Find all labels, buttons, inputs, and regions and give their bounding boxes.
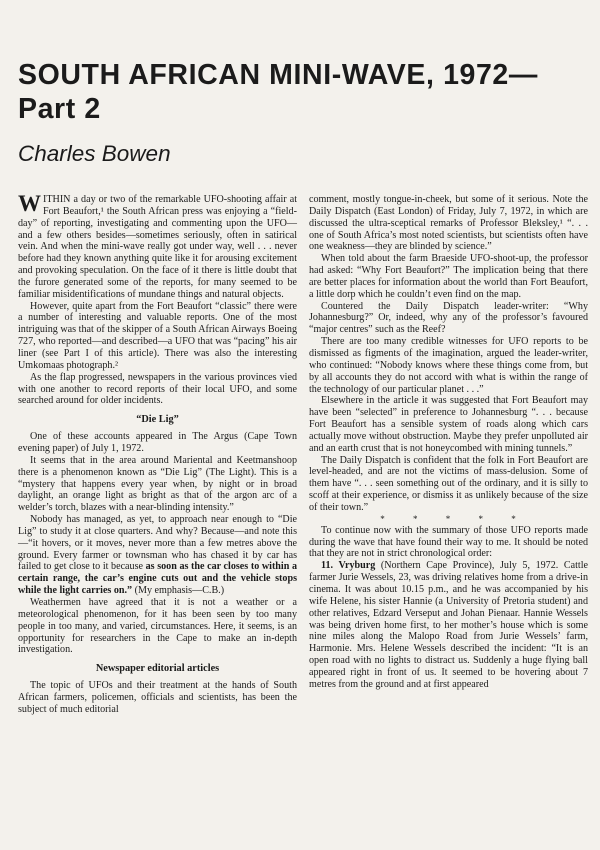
- article-title: SOUTH AFRICAN MINI-WAVE, 1972—Part 2: [18, 59, 538, 125]
- report-label: 11. Vryburg: [321, 560, 376, 572]
- author-byline: Charles Bowen: [18, 141, 171, 166]
- paragraph: The topic of UFOs and their treatment at the hands of South African farmers, policemen, officials and scientists, has been the subject of much editorial: [18, 680, 297, 715]
- paragraph: 11. Vryburg (Northern Cape Province), July 5, 1972. Cattle farmer Jurie Wessels, 23, was driving relatives home from a drive-in cinema. It was about 10.15 p.m., and he was accompanied by his wife Helene, his sister Hannie (a University of Pretoria student) and other relatives, Edzard Verseput and Johan Pienaar. Hannie Wessels was being driven home first, to her mother’s house which is some nine miles along the Malopo Road from Jurie Wessels’ farm, Harmonie. Mrs. Helene Wessels described the incident: “It is an open road with no lights to distract us. Suddenly a huge flying ball appeared right in front of us. It seemed to be hovering about 7 metres from the ground and at first appeared: [309, 560, 588, 690]
- emphasis: as soon as the car closes to within a certain range, the car’s engine cuts out and the vehicle stops while the light carries on.”: [18, 561, 297, 597]
- paragraph: The Daily Dispatch is confident that the folk in Fort Beaufort are level-headed, and are not the victims of mass-delusion. Some of them have “. . . seen something out of the ordinary, and it is silly to scoff at their experience, or dismiss it as unlikely because of the size of their town.”: [309, 454, 588, 513]
- drop-cap: W: [18, 191, 41, 216]
- left-column: [18, 191, 297, 716]
- right-column: [309, 194, 588, 691]
- paragraph: Nobody has managed, as yet, to approach near enough to “Die Lig” to study it at close quarters. And why? Because—and note this—“it hovers, or it moves, never more than a few metres above the ground. Every farmer or townsman who has chased it by car has failed to get close to it because as soon as the car closes to within a certain range, the car’s engine cuts out and the vehicle stops while the light carries on.” (My emphasis—C.B.): [18, 514, 297, 597]
- paragraph: However, quite apart from the Fort Beaufort “classic” there were a number of interesting and valuable reports. One of the most intriguing was that of the skipper of a South African Airways Boeing 727, who reported—and described—a UFO that was “pacing” his air liner (see Part I of this article). There was also the interesting Umkomaas photograph.²: [18, 300, 297, 371]
- paragraph: Elsewhere in the article it was suggested that Fort Beaufort may have been “selected” in preference to Johannesburg “. . . because Fort Beaufort has a sensible system of roads along which cars actually move without obstruction. Maybe they prefer unpolluted air and an earth crust that is not honeycombed with mining tunnels.”: [309, 395, 588, 454]
- paragraph: When told about the farm Braeside UFO-shoot-up, the professor had asked: “Why Fort Beaufort?” The implication being that there are better places for information about the world than Fort Beaufort, a little dorp which he couldn’t even find on the map.: [309, 253, 588, 300]
- paragraph: There are too many credible witnesses for UFO reports to be dismissed as figments of the imagination, argued the leader-writer, who continued: “Nobody knows where these things come from, but by all accounts they do not accord with what is within the range of the technology of our particular planet . . .”: [309, 336, 588, 395]
- paragraph: It seems that in the area around Mariental and Keetmanshoop there is a phenomenon known as “Die Lig” (The Light). This is a “mystery that happens every year when, by night or in broad daylight, an orange light as bright as that of the argon arc of a welder’s torch, blazes with a near-blinding intensity.”: [18, 454, 297, 514]
- paragraph: One of these accounts appeared in The Argus (Cape Town evening paper) of July 1, 1972.: [18, 431, 297, 455]
- paragraph: Weathermen have agreed that it is not a weather or a meteorological phenomenon, for it has been seen by too many people in too many, and varied, circumstances. Here, it seems, is an opportunity for researchers in the Cape to make an in-depth investigation.: [18, 597, 297, 656]
- section-heading: Newspaper editorial articles: [95, 663, 220, 675]
- section-heading: “Die Lig”: [136, 414, 179, 426]
- paragraph: comment, mostly tongue-in-cheek, but some of it serious. Note the Daily Dispatch (East London) of Friday, July 7, 1972, in which are discussed the ultra-sceptical remarks of Professor Bleksley,¹ “. . . one of South Africa’s most noted scientists, but scientists often have one weakness—they are blinded by science.”: [309, 194, 588, 253]
- paragraph: As the flap progressed, newspapers in the various provinces vied with one another to record reports of their local UFO, and some searched around for older incidents.: [18, 371, 297, 407]
- paragraph: To continue now with the summary of those UFO reports made during the wave that have found their way to me. It should be noted that they are not in strict chronological order:: [309, 524, 588, 560]
- paragraph: Countered the Daily Dispatch leader-writer: “Why Johannesburg?” Or, indeed, why any of the professor’s favoured “major centres” such as the Reef?: [309, 300, 588, 336]
- paragraph: WITHIN a day or two of the remarkable UFO-shooting affair at Fort Beaufort,¹ the South African press was enjoying a “field-day” of reporting, investigating and commenting upon the UFO—and a few others besides—sometimes seriously, often in satirical vein. And when the mini-wave really got under way, well . . . never before had they known anything quite like it for arousing excitement and provoking speculation. On the face of it there is little doubt that the furore generated some of the reports, for many seemed to be familiar misidentifications of mundane things and natural objects.: [18, 191, 297, 300]
- section-divider: * * * * *: [380, 513, 529, 524]
